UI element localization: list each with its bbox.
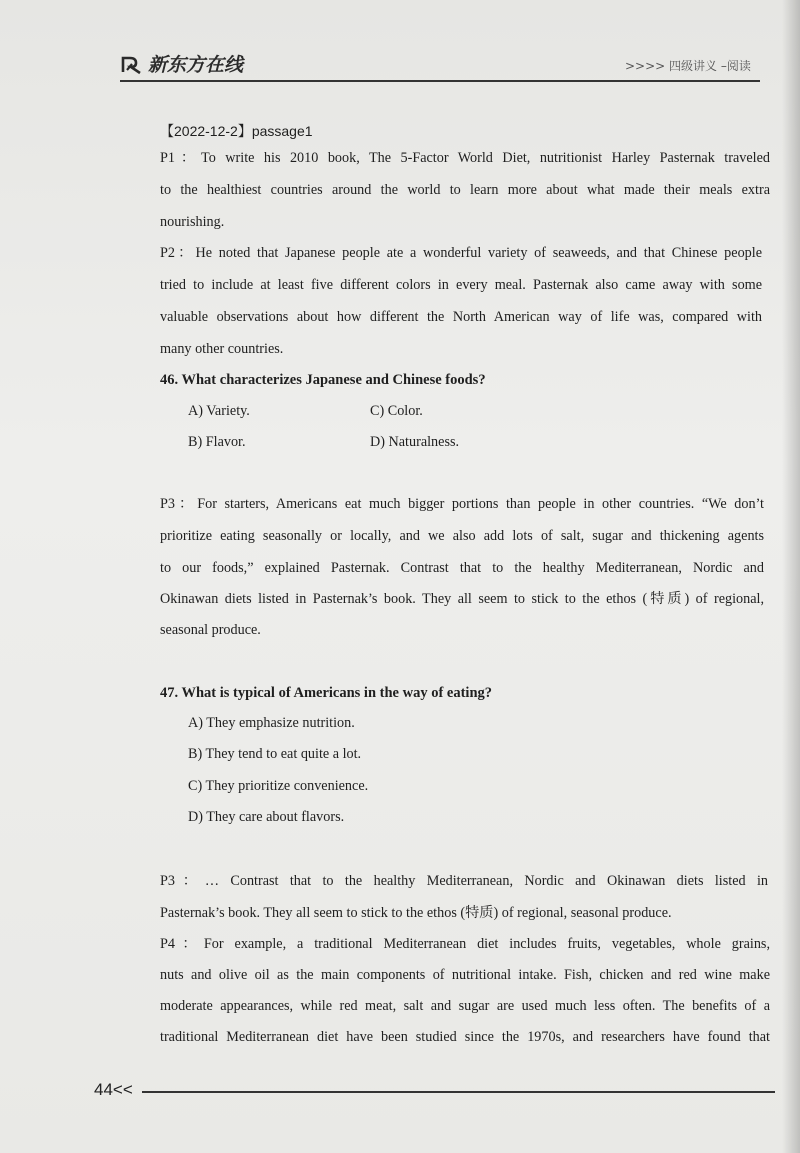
option-a: A) They emphasize nutrition. [188, 715, 355, 731]
p4-line: moderate appearances, while red meat, salt and sugar are used much less often. The benefits of a [160, 998, 770, 1014]
p4-line: P4：For example, a traditional Mediterranean diet includes fruits, vegetables, whole grains, [160, 936, 770, 952]
publisher-logo [120, 50, 243, 77]
p3-line: P3：For starters, Americans eat much bigger portions than people in other countries. “We don’t [160, 496, 764, 512]
option-c: C) Color. [370, 403, 423, 419]
p4-line: traditional Mediterranean diet have been studied since the 1970s, and researchers have found that [160, 1029, 770, 1045]
p3b-line: P3：… Contrast that to the healthy Mediterranean, Nordic and Okinawan diets listed in [160, 873, 768, 889]
option-c: C) They prioritize convenience. [188, 778, 369, 794]
option-d: D) Naturalness. [370, 434, 460, 450]
p1-line: to the healthiest countries around the world to learn more about what made their meals extra [160, 182, 770, 198]
logo-mark-icon [120, 52, 144, 76]
page-number: 44<< [94, 1080, 133, 1099]
option-d: D) They care about flavors. [188, 809, 345, 825]
logo-text: 新东方在线 [148, 54, 244, 76]
footer-divider [142, 1091, 775, 1093]
p1-line: P1：To write his 2010 book, The 5-Factor World Diet, nutritionist Harley Pasternak traveled [160, 150, 770, 166]
section-title: 【2022-12-2】passage1 [160, 123, 313, 139]
header-divider [120, 80, 760, 82]
header-course-label: >>>> 四级讲义 –阅读 [625, 59, 751, 73]
p2-line: tried to include at least five different colors in every meal. Pasternak also came away with some [160, 277, 762, 293]
p2-line: P2：He noted that Japanese people ate a wonderful variety of seaweeds, and that Chinese people [160, 245, 762, 261]
p3-line: seasonal produce. [160, 622, 261, 638]
p3b-line: Pasternak’s book. They all seem to stick to the ethos (特质) of regional, seasonal produce. [160, 905, 672, 921]
question-title: 47. What is typical of Americans in the way of eating? [160, 685, 493, 701]
option-b: B) They tend to eat quite a lot. [188, 746, 362, 762]
p2-line: valuable observations about how different the North American way of life was, compared with [160, 309, 762, 325]
page-edge-shadow [782, 0, 800, 1153]
p3-line: Okinawan diets listed in Pasternak’s book. They all seem to stick to the ethos (特质) of regional, [160, 591, 764, 607]
p3-line: to our foods,” explained Pasternak. Contrast that to the healthy Mediterranean, Nordic and [160, 560, 764, 576]
p2-line: many other countries. [160, 341, 284, 357]
option-a: A) Variety. [188, 403, 250, 419]
section-heading [160, 121, 770, 141]
p1-line: nourishing. [160, 214, 225, 230]
p3-line: prioritize eating seasonally or locally, and we also add lots of salt, sugar and thickening agents [160, 528, 764, 544]
option-b: B) Flavor. [188, 434, 246, 450]
question-title: 46. What characterizes Japanese and Chinese foods? [160, 372, 486, 388]
p4-line: nuts and olive oil as the main components of nutritional intake. Fish, chicken and red wine make [160, 967, 770, 983]
